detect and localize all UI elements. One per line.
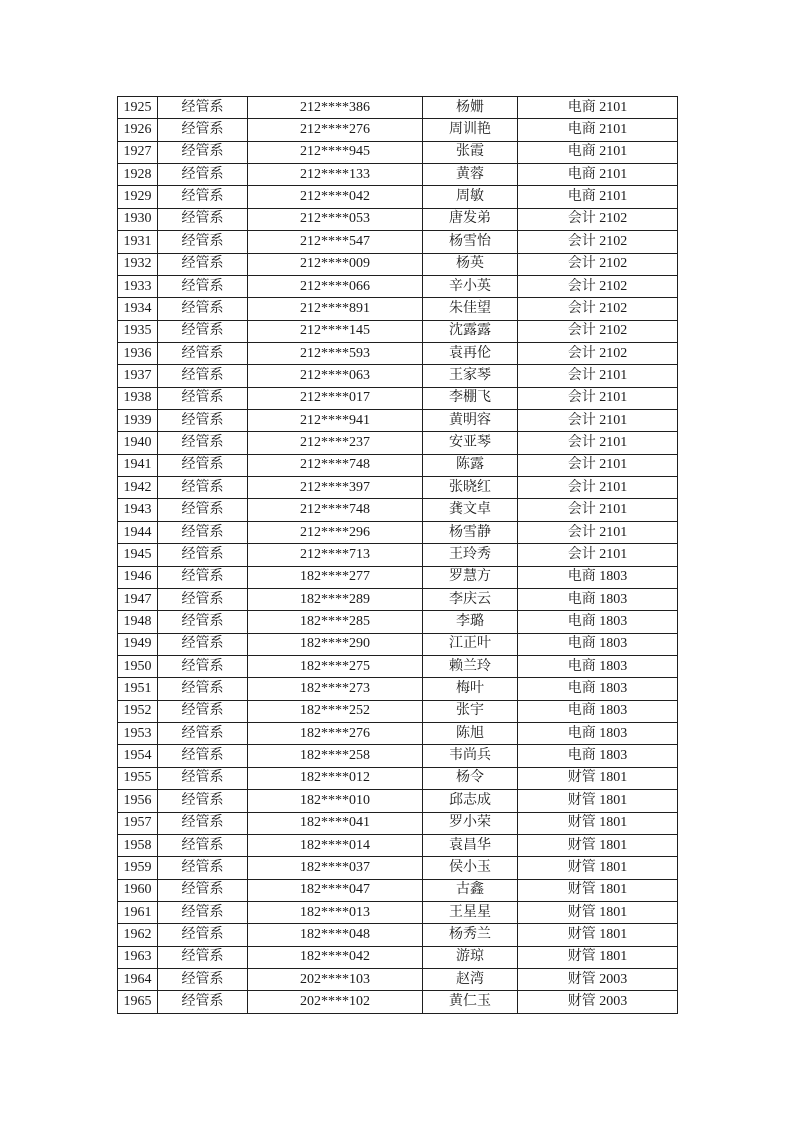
cell-department: 经管系 [158, 365, 248, 387]
cell-student-id: 212****397 [248, 477, 423, 499]
cell-name: 黄仁玉 [423, 991, 518, 1013]
cell-department: 经管系 [158, 253, 248, 275]
cell-name: 江正叶 [423, 633, 518, 655]
cell-seq: 1953 [118, 723, 158, 745]
cell-department: 经管系 [158, 812, 248, 834]
cell-seq: 1935 [118, 320, 158, 342]
cell-class: 会计 2102 [518, 342, 678, 364]
cell-class: 电商 1803 [518, 745, 678, 767]
cell-name: 沈露露 [423, 320, 518, 342]
cell-class: 会计 2101 [518, 387, 678, 409]
table-row [118, 275, 678, 297]
cell-name: 赖兰玲 [423, 655, 518, 677]
cell-class: 电商 2101 [518, 186, 678, 208]
cell-name: 游琼 [423, 946, 518, 968]
cell-seq: 1957 [118, 812, 158, 834]
cell-name: 张霞 [423, 141, 518, 163]
cell-name: 张晓红 [423, 477, 518, 499]
cell-seq: 1961 [118, 901, 158, 923]
cell-name: 朱佳望 [423, 298, 518, 320]
cell-student-id: 202****102 [248, 991, 423, 1013]
cell-name: 陈旭 [423, 723, 518, 745]
cell-seq: 1959 [118, 857, 158, 879]
student-roster-table [117, 96, 678, 1014]
table-row [118, 611, 678, 633]
cell-seq: 1940 [118, 432, 158, 454]
cell-class: 财管 1801 [518, 790, 678, 812]
cell-seq: 1936 [118, 342, 158, 364]
cell-class: 会计 2102 [518, 231, 678, 253]
cell-student-id: 202****103 [248, 969, 423, 991]
cell-department: 经管系 [158, 678, 248, 700]
cell-class: 会计 2101 [518, 477, 678, 499]
cell-name: 张宇 [423, 700, 518, 722]
cell-class: 会计 2102 [518, 298, 678, 320]
cell-department: 经管系 [158, 924, 248, 946]
cell-name: 杨雪静 [423, 521, 518, 543]
cell-seq: 1941 [118, 454, 158, 476]
cell-student-id: 212****276 [248, 119, 423, 141]
table-row [118, 723, 678, 745]
cell-name: 邱志成 [423, 790, 518, 812]
cell-name: 黄蓉 [423, 164, 518, 186]
cell-student-id: 182****277 [248, 566, 423, 588]
cell-student-id: 182****048 [248, 924, 423, 946]
cell-department: 经管系 [158, 119, 248, 141]
cell-student-id: 212****063 [248, 365, 423, 387]
cell-department: 经管系 [158, 231, 248, 253]
table-row [118, 119, 678, 141]
cell-student-id: 182****289 [248, 588, 423, 610]
cell-class: 财管 1801 [518, 879, 678, 901]
cell-name: 陈露 [423, 454, 518, 476]
cell-student-id: 182****010 [248, 790, 423, 812]
cell-department: 经管系 [158, 879, 248, 901]
cell-class: 会计 2102 [518, 320, 678, 342]
cell-seq: 1944 [118, 521, 158, 543]
cell-class: 电商 1803 [518, 655, 678, 677]
cell-seq: 1930 [118, 208, 158, 230]
cell-department: 经管系 [158, 700, 248, 722]
cell-department: 经管系 [158, 857, 248, 879]
cell-student-id: 182****290 [248, 633, 423, 655]
table-row [118, 946, 678, 968]
cell-name: 赵湾 [423, 969, 518, 991]
cell-department: 经管系 [158, 477, 248, 499]
cell-department: 经管系 [158, 342, 248, 364]
cell-department: 经管系 [158, 521, 248, 543]
table-row [118, 164, 678, 186]
cell-department: 经管系 [158, 208, 248, 230]
cell-class: 财管 1801 [518, 812, 678, 834]
cell-department: 经管系 [158, 275, 248, 297]
cell-student-id: 182****014 [248, 834, 423, 856]
table-row [118, 745, 678, 767]
cell-student-id: 212****237 [248, 432, 423, 454]
cell-seq: 1933 [118, 275, 158, 297]
cell-name: 杨令 [423, 767, 518, 789]
cell-department: 经管系 [158, 633, 248, 655]
table-row [118, 924, 678, 946]
cell-name: 杨姗 [423, 97, 518, 119]
table-row [118, 477, 678, 499]
cell-class: 会计 2101 [518, 521, 678, 543]
cell-seq: 1939 [118, 410, 158, 432]
cell-department: 经管系 [158, 141, 248, 163]
table-body [118, 97, 678, 1014]
cell-seq: 1958 [118, 834, 158, 856]
cell-seq: 1965 [118, 991, 158, 1013]
cell-seq: 1954 [118, 745, 158, 767]
cell-seq: 1945 [118, 544, 158, 566]
cell-department: 经管系 [158, 432, 248, 454]
table-row [118, 342, 678, 364]
cell-seq: 1960 [118, 879, 158, 901]
cell-class: 电商 1803 [518, 633, 678, 655]
cell-seq: 1949 [118, 633, 158, 655]
cell-student-id: 182****047 [248, 879, 423, 901]
cell-seq: 1929 [118, 186, 158, 208]
cell-department: 经管系 [158, 566, 248, 588]
cell-department: 经管系 [158, 767, 248, 789]
cell-name: 杨英 [423, 253, 518, 275]
table-row [118, 521, 678, 543]
cell-name: 龚文卓 [423, 499, 518, 521]
cell-name: 李棚飞 [423, 387, 518, 409]
cell-name: 王星星 [423, 901, 518, 923]
cell-student-id: 212****891 [248, 298, 423, 320]
cell-class: 财管 1801 [518, 834, 678, 856]
table-row [118, 588, 678, 610]
cell-student-id: 182****012 [248, 767, 423, 789]
cell-department: 经管系 [158, 410, 248, 432]
cell-seq: 1951 [118, 678, 158, 700]
cell-student-id: 212****547 [248, 231, 423, 253]
cell-student-id: 212****748 [248, 454, 423, 476]
cell-class: 会计 2101 [518, 454, 678, 476]
table-row [118, 208, 678, 230]
cell-student-id: 182****037 [248, 857, 423, 879]
cell-class: 电商 2101 [518, 141, 678, 163]
table-row [118, 365, 678, 387]
cell-department: 经管系 [158, 298, 248, 320]
cell-seq: 1952 [118, 700, 158, 722]
table-row [118, 678, 678, 700]
cell-seq: 1963 [118, 946, 158, 968]
cell-name: 黄明容 [423, 410, 518, 432]
cell-student-id: 182****252 [248, 700, 423, 722]
table-row [118, 186, 678, 208]
table-row [118, 566, 678, 588]
cell-seq: 1926 [118, 119, 158, 141]
cell-name: 王家琴 [423, 365, 518, 387]
cell-student-id: 212****296 [248, 521, 423, 543]
cell-department: 经管系 [158, 454, 248, 476]
table-row [118, 231, 678, 253]
cell-department: 经管系 [158, 164, 248, 186]
cell-student-id: 182****273 [248, 678, 423, 700]
cell-student-id: 212****713 [248, 544, 423, 566]
cell-department: 经管系 [158, 655, 248, 677]
cell-name: 梅叶 [423, 678, 518, 700]
cell-department: 经管系 [158, 611, 248, 633]
table-row [118, 298, 678, 320]
cell-name: 周训艳 [423, 119, 518, 141]
table-row [118, 969, 678, 991]
cell-seq: 1946 [118, 566, 158, 588]
cell-class: 电商 2101 [518, 164, 678, 186]
cell-student-id: 212****593 [248, 342, 423, 364]
cell-department: 经管系 [158, 745, 248, 767]
cell-class: 财管 1801 [518, 901, 678, 923]
cell-seq: 1927 [118, 141, 158, 163]
cell-student-id: 212****145 [248, 320, 423, 342]
cell-seq: 1950 [118, 655, 158, 677]
table-row [118, 991, 678, 1013]
cell-class: 电商 1803 [518, 566, 678, 588]
cell-class: 电商 2101 [518, 119, 678, 141]
table-row [118, 633, 678, 655]
cell-student-id: 212****009 [248, 253, 423, 275]
cell-name: 周敏 [423, 186, 518, 208]
table-row [118, 790, 678, 812]
cell-class: 会计 2101 [518, 410, 678, 432]
cell-name: 古鑫 [423, 879, 518, 901]
cell-department: 经管系 [158, 969, 248, 991]
cell-name: 李庆云 [423, 588, 518, 610]
table-row [118, 141, 678, 163]
cell-student-id: 212****042 [248, 186, 423, 208]
cell-seq: 1947 [118, 588, 158, 610]
cell-name: 王玲秀 [423, 544, 518, 566]
cell-department: 经管系 [158, 946, 248, 968]
cell-class: 财管 1801 [518, 924, 678, 946]
cell-department: 经管系 [158, 320, 248, 342]
table-row [118, 812, 678, 834]
table-row [118, 410, 678, 432]
cell-student-id: 182****285 [248, 611, 423, 633]
cell-name: 辛小英 [423, 275, 518, 297]
table-row [118, 253, 678, 275]
cell-department: 经管系 [158, 790, 248, 812]
cell-class: 会计 2101 [518, 544, 678, 566]
cell-seq: 1925 [118, 97, 158, 119]
cell-department: 经管系 [158, 588, 248, 610]
cell-student-id: 212****945 [248, 141, 423, 163]
cell-name: 唐发弟 [423, 208, 518, 230]
cell-student-id: 182****275 [248, 655, 423, 677]
cell-seq: 1928 [118, 164, 158, 186]
cell-seq: 1934 [118, 298, 158, 320]
cell-name: 罗慧方 [423, 566, 518, 588]
table-row [118, 499, 678, 521]
cell-seq: 1932 [118, 253, 158, 275]
cell-seq: 1948 [118, 611, 158, 633]
table-row [118, 857, 678, 879]
cell-name: 李璐 [423, 611, 518, 633]
cell-class: 电商 1803 [518, 678, 678, 700]
cell-seq: 1931 [118, 231, 158, 253]
table-row [118, 767, 678, 789]
cell-class: 会计 2101 [518, 365, 678, 387]
cell-student-id: 182****013 [248, 901, 423, 923]
cell-department: 经管系 [158, 723, 248, 745]
cell-name: 罗小荣 [423, 812, 518, 834]
cell-name: 侯小玉 [423, 857, 518, 879]
cell-department: 经管系 [158, 186, 248, 208]
cell-name: 安亚琴 [423, 432, 518, 454]
cell-seq: 1962 [118, 924, 158, 946]
cell-department: 经管系 [158, 97, 248, 119]
cell-class: 财管 2003 [518, 969, 678, 991]
cell-department: 经管系 [158, 901, 248, 923]
cell-seq: 1956 [118, 790, 158, 812]
cell-class: 会计 2102 [518, 253, 678, 275]
cell-name: 杨秀兰 [423, 924, 518, 946]
cell-class: 会计 2101 [518, 432, 678, 454]
cell-class: 财管 1801 [518, 857, 678, 879]
cell-name: 袁再伦 [423, 342, 518, 364]
table-row [118, 834, 678, 856]
cell-name: 韦尚兵 [423, 745, 518, 767]
cell-name: 袁昌华 [423, 834, 518, 856]
cell-student-id: 212****941 [248, 410, 423, 432]
table-row [118, 320, 678, 342]
cell-class: 电商 1803 [518, 588, 678, 610]
cell-name: 杨雪怡 [423, 231, 518, 253]
cell-department: 经管系 [158, 991, 248, 1013]
cell-class: 会计 2101 [518, 499, 678, 521]
table-row [118, 454, 678, 476]
cell-student-id: 182****276 [248, 723, 423, 745]
cell-student-id: 212****386 [248, 97, 423, 119]
cell-department: 经管系 [158, 499, 248, 521]
cell-seq: 1942 [118, 477, 158, 499]
cell-student-id: 212****133 [248, 164, 423, 186]
table-row [118, 544, 678, 566]
cell-student-id: 212****017 [248, 387, 423, 409]
cell-class: 会计 2102 [518, 275, 678, 297]
cell-department: 经管系 [158, 387, 248, 409]
cell-student-id: 212****066 [248, 275, 423, 297]
cell-class: 会计 2102 [518, 208, 678, 230]
table-row [118, 901, 678, 923]
cell-seq: 1938 [118, 387, 158, 409]
cell-student-id: 212****053 [248, 208, 423, 230]
cell-department: 经管系 [158, 544, 248, 566]
cell-class: 电商 2101 [518, 97, 678, 119]
cell-class: 财管 1801 [518, 767, 678, 789]
cell-class: 电商 1803 [518, 611, 678, 633]
cell-seq: 1943 [118, 499, 158, 521]
table-row [118, 97, 678, 119]
table-row [118, 879, 678, 901]
cell-seq: 1964 [118, 969, 158, 991]
cell-class: 财管 2003 [518, 991, 678, 1013]
cell-student-id: 182****258 [248, 745, 423, 767]
table-row [118, 432, 678, 454]
table-row [118, 387, 678, 409]
cell-seq: 1937 [118, 365, 158, 387]
cell-department: 经管系 [158, 834, 248, 856]
cell-seq: 1955 [118, 767, 158, 789]
cell-student-id: 212****748 [248, 499, 423, 521]
table-row [118, 700, 678, 722]
cell-class: 电商 1803 [518, 700, 678, 722]
table-row [118, 655, 678, 677]
cell-student-id: 182****042 [248, 946, 423, 968]
cell-class: 财管 1801 [518, 946, 678, 968]
cell-student-id: 182****041 [248, 812, 423, 834]
cell-class: 电商 1803 [518, 723, 678, 745]
